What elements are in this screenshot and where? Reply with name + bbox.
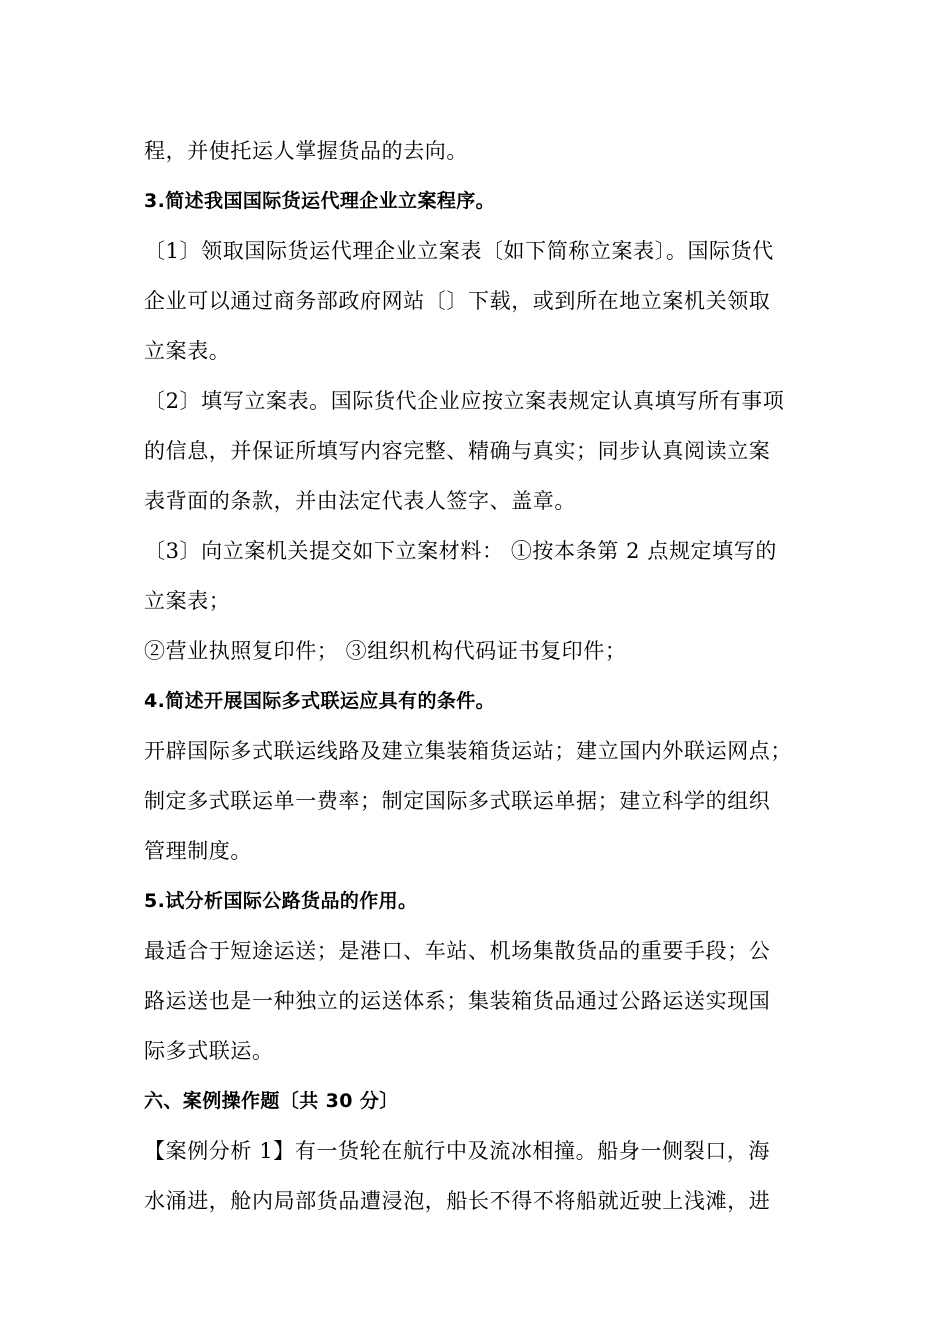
text-line: 企业可以通过商务部政府网站〔〕下载，或到所在地立案机关领取 [144, 289, 771, 313]
text-line: 际多式联运。 [144, 1039, 274, 1063]
text-line: 立案表。 [144, 339, 231, 363]
text-line: 开辟国际多式联运线路及建立集装箱货运站；建立国内外联运网点； [144, 739, 792, 763]
text-line: 立案表； [144, 589, 231, 613]
text-line: 〔3〕向立案机关提交如下立案材料： ①按本条第 2 点规定填写的 [144, 539, 777, 563]
text-line: 管理制度。 [144, 839, 252, 863]
text-line: 制定多式联运单一费率；制定国际多式联运单据；建立科学的组织 [144, 789, 771, 813]
text-line: 路运送也是一种独立的运送体系；集装箱货品通过公路运送实现国 [144, 989, 771, 1013]
text-line: 最适合于短途运送；是港口、车站、机场集散货品的重要手段；公 [144, 939, 771, 963]
question-heading: 4.简述开展国际多式联运应具有的条件。 [144, 690, 496, 712]
section-heading: 六、案例操作题〔共 30 分〕 [144, 1090, 399, 1112]
text-line: 【案例分析 1】有一货轮在航行中及流冰相撞。船身一侧裂口，海 [144, 1139, 771, 1163]
text-line: 〔1〕领取国际货运代理企业立案表〔如下简称立案表〕。国际货代 [144, 239, 774, 263]
question-heading: 3.简述我国国际货运代理企业立案程序。 [144, 190, 496, 212]
text-line: 〔2〕填写立案表。国际货代企业应按立案表规定认真填写所有事项 [144, 389, 785, 413]
question-heading: 5.试分析国际公路货品的作用。 [144, 890, 418, 912]
text-line: ②营业执照复印件； ③组织机构代码证书复印件； [144, 639, 627, 663]
text-line: 的信息，并保证所填写内容完整、精确与真实；同步认真阅读立案 [144, 439, 771, 463]
text-line: 水涌进，舱内局部货品遭浸泡，船长不得不将船就近驶上浅滩，进 [144, 1189, 771, 1213]
text-line: 表背面的条款，并由法定代表人签字、盖章。 [144, 489, 576, 513]
document-page [144, 126, 834, 1226]
text-line: 程，并使托运人掌握货品的去向。 [144, 139, 468, 163]
